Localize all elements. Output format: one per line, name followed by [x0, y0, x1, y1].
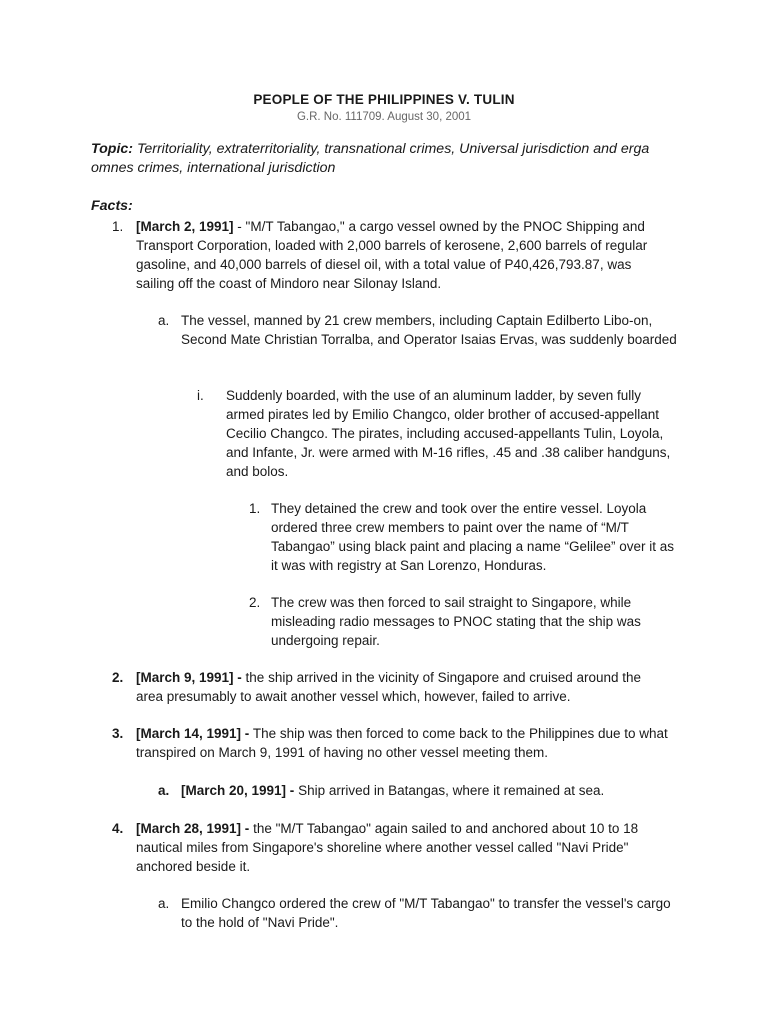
list-marker: 1.	[112, 219, 124, 234]
fact-item-1a	[181, 311, 681, 349]
fact-item-1	[136, 217, 670, 293]
list-marker: a.	[158, 313, 170, 328]
fact-text: The vessel, manned by 21 crew members, including Captain Edilberto Libo-on, Second Mate Christian Torralba, and Operator Isaias Ervas, was suddenly boarded	[181, 313, 677, 347]
fact-item-4	[136, 819, 670, 876]
case-citation: G.R. No. 111709. August 30, 2001	[296, 111, 472, 123]
fact-date: [March 20, 1991] -	[181, 783, 295, 798]
fact-item-3	[136, 724, 670, 762]
fact-date: [March 2, 1991]	[136, 219, 234, 234]
fact-text: - "M/T Tabangao," a cargo vessel owned by the PNOC Shipping and Transport Corporation, loaded with 2,000 barrels of kerosene, 2,600 barrels of regular gasoline, and 40,000 barrels of diesel oil, with a total value of P40,426,793.87, was sailing off the coast of Mindoro near Silonay Island.	[136, 219, 648, 291]
fact-text: They detained the crew and took over the entire vessel. Loyola ordered three crew members to paint over the name of “M/T Tabangao” using black paint and placing a name “Gelilee” over it as it was with registry at San Lorenzo, Honduras.	[271, 501, 674, 573]
fact-text: Suddenly boarded, with the use of an aluminum ladder, by seven fully armed pirates led by Emilio Changco, older brother of accused-appellant Cecilio Changco. The pirates, including accused-appellants Tulin, Loyola, and Infante, Jr. were armed with M-16 rifles, .45 and .38 caliber handguns, and bolos.	[226, 388, 671, 479]
topic-label: Topic:	[91, 141, 134, 157]
list-marker: 1.	[249, 501, 261, 516]
topic-paragraph	[91, 140, 691, 178]
list-marker: 2.	[249, 595, 261, 610]
fact-date: [March 28, 1991] -	[136, 821, 250, 836]
list-marker: 3.	[112, 726, 124, 741]
fact-text: Emilio Changco ordered the crew of "M/T Tabangao" to transfer the vessel's cargo to the hold of "Navi Pride".	[181, 896, 671, 930]
fact-text: the "M/T Tabangao" again sailed to and anchored about 10 to 18 nautical miles from Singapore's shoreline where another vessel called "Navi Pride" anchored beside it.	[136, 821, 639, 874]
fact-text: Ship arrived in Batangas, where it remained at sea.	[294, 783, 605, 798]
list-marker: 4.	[112, 821, 124, 836]
list-marker: a.	[158, 896, 170, 911]
facts-heading: Facts:	[91, 198, 133, 214]
fact-item-1ai1	[271, 499, 681, 575]
list-marker: i.	[197, 388, 204, 403]
fact-item-2	[136, 668, 670, 706]
list-marker: 2.	[112, 670, 124, 685]
fact-item-3a	[181, 781, 681, 800]
fact-item-4a	[181, 894, 681, 932]
fact-date: [March 14, 1991] -	[136, 726, 250, 741]
list-marker: a.	[158, 783, 170, 798]
case-title: PEOPLE OF THE PHILIPPINES V. TULIN	[253, 92, 515, 107]
topic-text: Territoriality, extraterritoriality, transnational crimes, Universal jurisdiction and erga omnes crimes, international jurisdiction	[91, 141, 650, 176]
fact-text: the ship arrived in the vicinity of Singapore and cruised around the area presumably to await another vessel which, however, failed to arrive.	[136, 670, 642, 704]
fact-item-1ai2	[271, 593, 681, 650]
fact-text: The ship was then forced to come back to the Philippines due to what transpired on March 9, 1991 of having no other vessel meeting them.	[136, 726, 668, 760]
fact-text: The crew was then forced to sail straight to Singapore, while misleading radio messages to PNOC stating that the ship was undergoing repair.	[271, 595, 641, 648]
fact-date: [March 9, 1991] -	[136, 670, 242, 685]
fact-item-1ai	[226, 386, 681, 481]
